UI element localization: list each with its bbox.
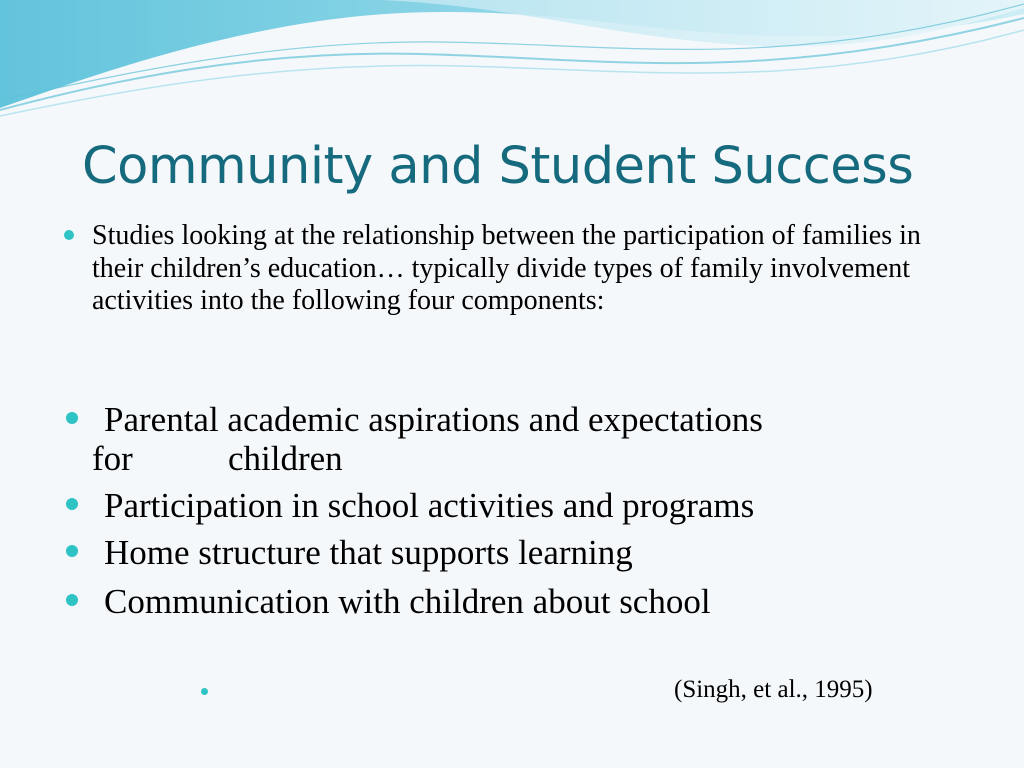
bullet-icon: [64, 230, 74, 240]
component-item-1-line-2a: for: [92, 439, 133, 478]
component-item-3: Home structure that supports learning: [104, 533, 633, 572]
decorative-wave-header: [0, 0, 1024, 140]
component-item-1-line-1: Parental academic aspirations and expectations: [104, 400, 763, 439]
bullet-icon: [66, 594, 78, 606]
component-item-1-line-2b: children: [228, 439, 343, 478]
slide-title: Community and Student Success: [82, 137, 914, 196]
bullet-icon: [66, 545, 78, 557]
citation: (Singh, et al., 1995): [674, 676, 873, 703]
intro-paragraph: Studies looking at the relationship between the participation of families in their children’s education… typically divide types of family involvement activities into the following four components:: [92, 220, 921, 316]
bullet-icon: [66, 412, 78, 424]
component-item-4: Communication with children about school: [104, 582, 711, 621]
bullet-icon: [66, 498, 78, 510]
bullet-icon: [201, 688, 208, 695]
component-item-2: Participation in school activities and programs: [104, 486, 755, 525]
